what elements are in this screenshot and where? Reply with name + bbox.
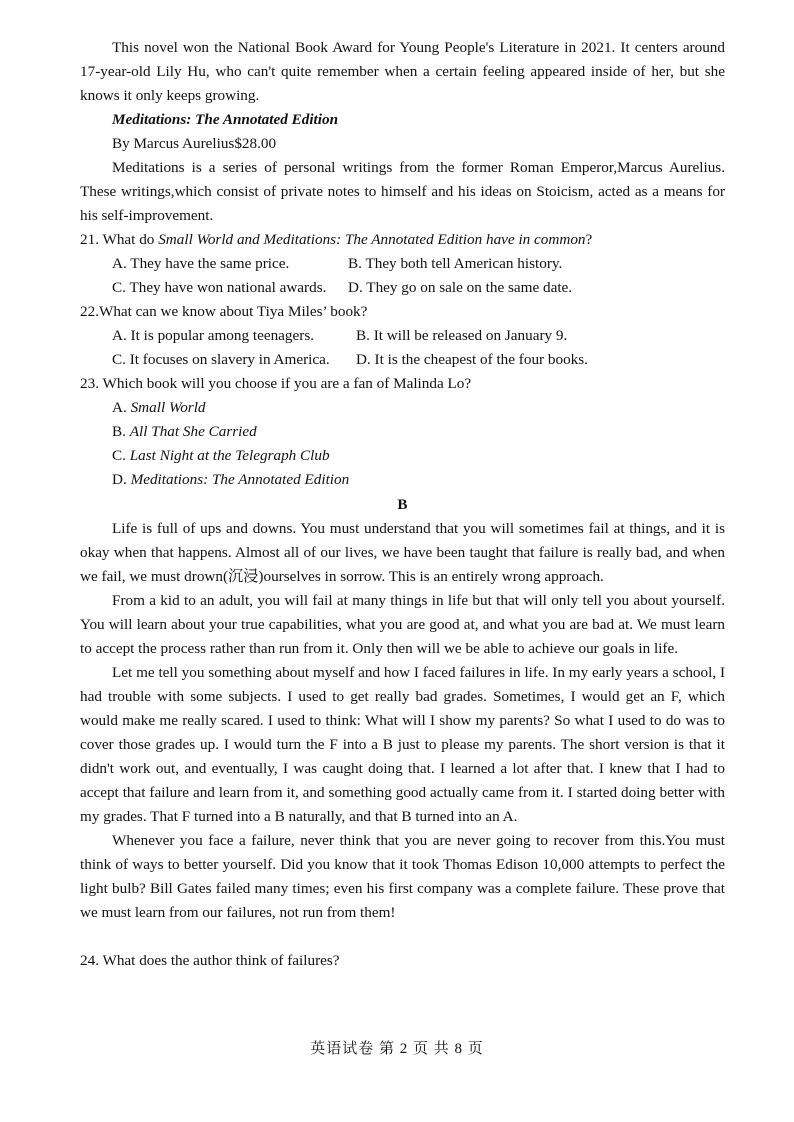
option-letter: A. [112,399,131,416]
section-b-paragraph-2: From a kid to an adult, you will fail at many things in life but that will only tell you about yourself. You will learn about your true capabilities, what you are good at, and what you are bad at. We must learn to accept the process rather than run from it. Only then will we be able to achieve our goals in life. [80,592,725,657]
section-b-paragraph-1: Life is full of ups and downs. You must understand that you will sometimes fail at things, and it is okay when that happens. Almost all of our lives, we have been taught that failure is really bad, and when we fail, we must drown(沉浸)ourselves in sorrow. This is an entirely wrong approach. [80,520,725,585]
question-21-option-d[interactable]: D. They go on sale on the same date. [348,279,573,296]
question-21-suffix: ? [585,231,593,248]
novel-description: This novel won the National Book Award for Young People's Literature in 2021. It centers around 17-year-old Lily Hu, who can't quite remember when a certain feeling appeared inside of her, but she knows it only keeps growing. [80,39,725,104]
question-21-option-a[interactable]: A. They have the same price. [112,255,290,272]
question-21-options-row-1 [80,252,725,276]
option-letter: D. [112,471,131,488]
question-22-options-row-1 [80,324,725,348]
question-23-option-b[interactable] [80,420,725,444]
question-23-option-c[interactable] [80,444,725,468]
option-text: Last Night at the Telegraph Club [129,447,330,464]
question-22-option-c[interactable]: C. It focuses on slavery in America. [112,351,330,368]
page-footer: 英语试卷 第 2 页 共 8 页 [310,1041,484,1057]
question-21-prefix: 21. What do [80,231,159,248]
option-text: All That She Carried [129,423,257,440]
option-text: Small World [130,399,206,416]
section-b-paragraph-4: Whenever you face a failure, never think that you are never going to recover from this.You must think of ways to better yourself. Did you know that it took Thomas Edison 10,000 attempts to perfect the light bulb? Bill Gates failed many times; even his first company was a complete failure. These prove that we must learn from our failures, not run from them! [80,832,725,921]
option-letter: B. [112,423,130,440]
question-22-options-row-2 [80,348,725,372]
book-title-meditations: Meditations: The Annotated Edition [112,111,339,128]
section-b-heading: B [397,496,408,513]
question-23-option-a[interactable] [80,396,725,420]
question-23: 23. Which book will you choose if you are a fan of Malinda Lo? [80,375,472,392]
question-21-options-row-2 [80,276,725,300]
question-22-option-d[interactable]: D. It is the cheapest of the four books. [356,351,588,368]
question-22-option-a[interactable]: A. It is popular among teenagers. [112,327,315,344]
question-21-italic: Small World and Meditations: The Annotated Edition have in common [158,231,586,248]
option-letter: C. [112,447,130,464]
question-21 [80,228,725,252]
question-21-option-c[interactable]: C. They have won national awards. [112,279,327,296]
book-byline-meditations: By Marcus Aurelius$28.00 [112,135,277,152]
question-22-option-b[interactable]: B. It will be released on January 9. [356,327,568,344]
option-text: Meditations: The Annotated Edition [130,471,350,488]
question-22: 22.What can we know about Tiya Miles’ book? [80,303,368,320]
book-description-meditations: Meditations is a series of personal writings from the former Roman Emperor,Marcus Aurelius. These writings,which consist of private notes to himself and his ideas on Stoicism, acted as a means for his self-improvement. [80,159,725,224]
question-23-option-d[interactable] [80,468,725,492]
exam-page [80,36,725,973]
section-b-paragraph-3: Let me tell you something about myself and how I faced failures in life. In my early years a school, I had trouble with some subjects. I used to get really bad grades. Sometimes, I would get an F, which would make me really scared. I used to think: What will I show my parents? So what I used to do was to cover those grades up. I would turn the F into a B just to please my parents. The short version is that it didn't work out, and eventually, I was caught doing that. I learned a lot after that. I knew that I had to accept that failure and learn from it, and something good actually came from it. I started doing better with my grades. That F turned into a B naturally, and that B turned into an A. [80,664,725,825]
question-24: 24. What does the author think of failures? [80,952,340,969]
question-21-option-b[interactable]: B. They both tell American history. [348,255,563,272]
